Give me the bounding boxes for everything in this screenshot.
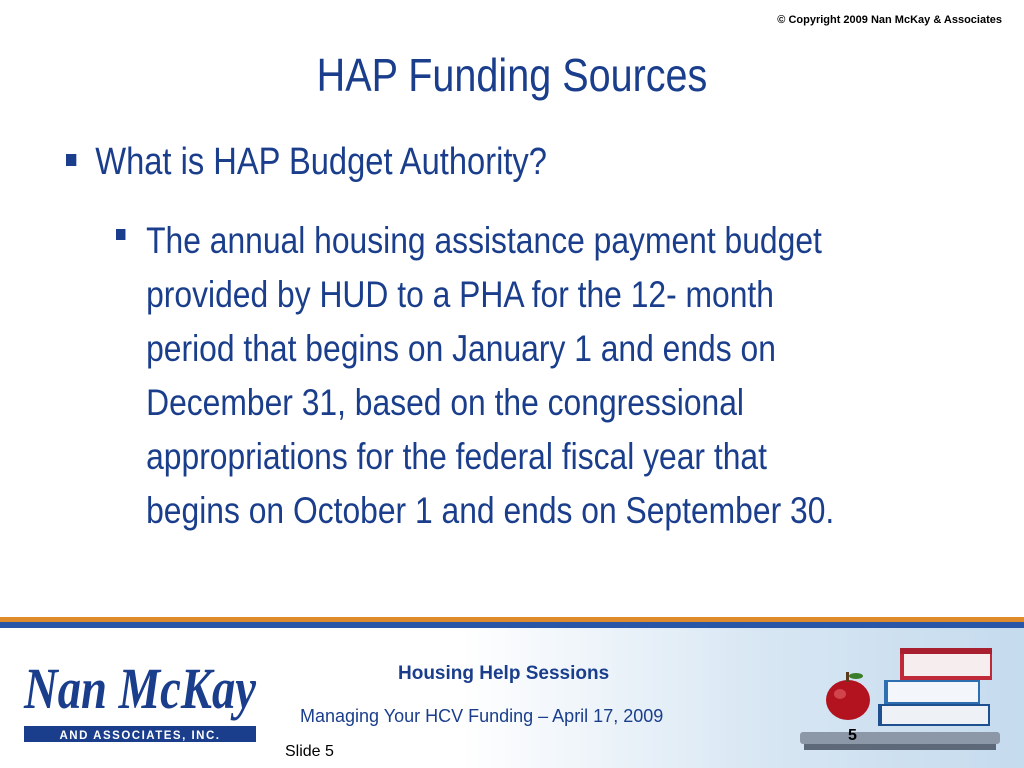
apple-and-books-icon (790, 640, 1024, 768)
footer-subheading: Managing Your HCV Funding – April 17, 2009 (300, 706, 664, 726)
bullet-level-2 (116, 214, 950, 538)
copyright-notice: © Copyright 2009 Nan McKay & Associates (777, 14, 1002, 26)
nan-mckay-logo (20, 646, 260, 754)
slide-number: 5 (848, 727, 857, 744)
footer-heading: Housing Help Sessions (398, 663, 610, 684)
slide-label: Slide 5 (285, 743, 334, 760)
square-bullet-icon (66, 154, 76, 166)
bullet-text: What is HAP Budget Authority? (95, 141, 547, 183)
logo-wordmark: Nan McKay (23, 656, 257, 721)
square-bullet-icon (116, 229, 125, 240)
bullet-text: The annual housing assistance payment budget provided by HUD to a PHA for the 12- month period that begins on January 1 and ends on December 31, based on the congressional appropriations for the federal fiscal year that begins on October 1 and ends on September 30. (146, 220, 835, 531)
bullet-level-1 (66, 141, 547, 184)
logo-subtitle: AND ASSOCIATES, INC. (59, 730, 221, 742)
slide-title: HAP Funding Sources (316, 49, 708, 101)
